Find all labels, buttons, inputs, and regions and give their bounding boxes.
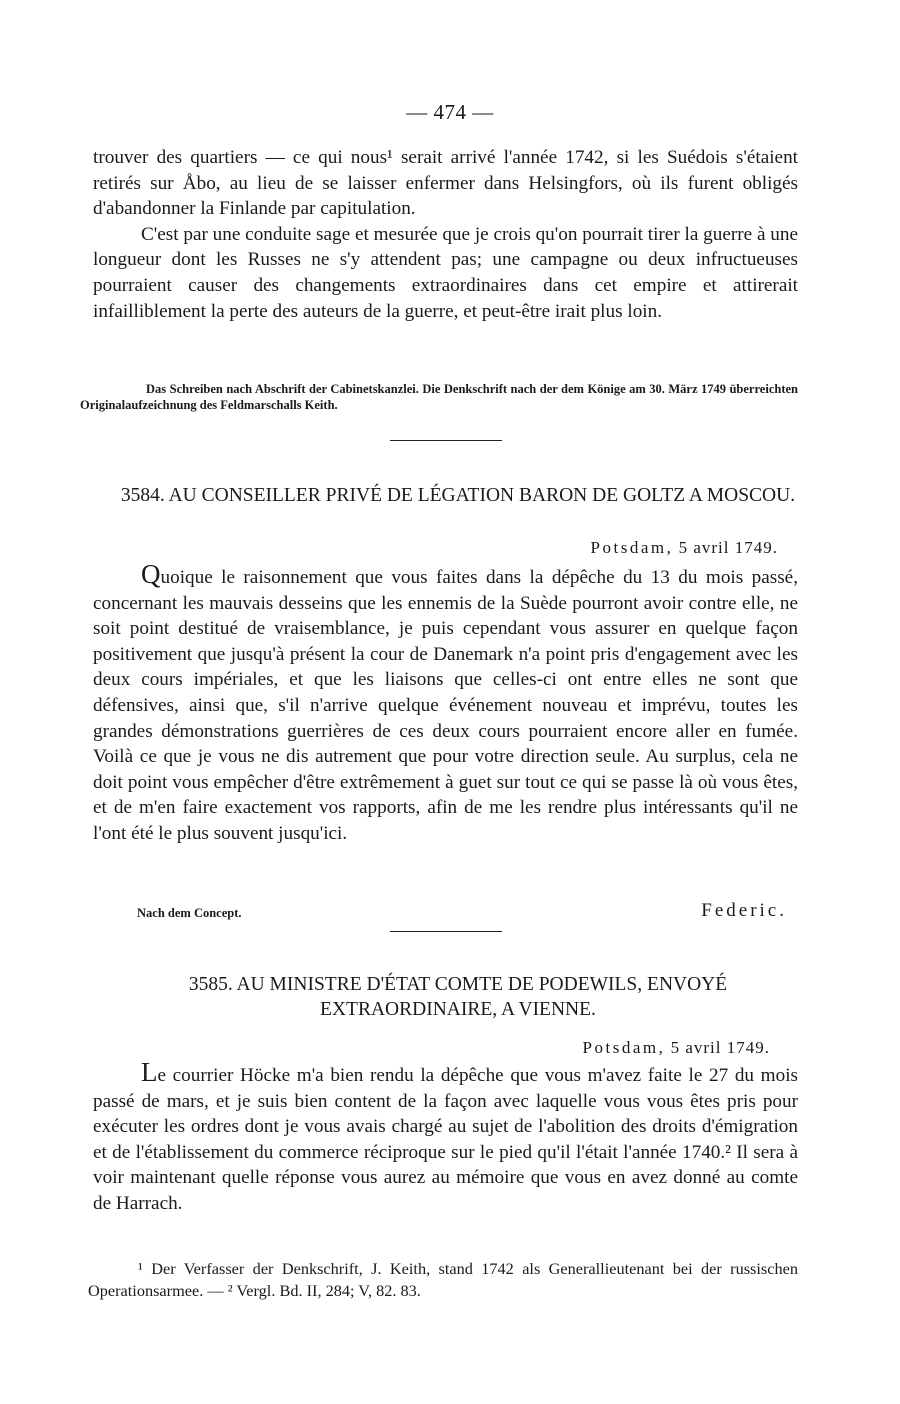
letter-3584-date: 5 avril 1749. — [678, 538, 778, 557]
letter-3585-initial: L — [141, 1057, 158, 1087]
page-header — [0, 100, 900, 125]
intro-paragraph-1: trouver des quartiers — ce qui nous¹ serait arrivé l'année 1742, si les Suédois s'étaient retirés sur Åbo, au lieu de se laisser enfermer dans Helsingfors, où ils furent obligés d'abandonner la Finlande par capitulation. — [93, 147, 798, 220]
intro-source-note: Das Schreiben nach Abschrift der Cabinetskanzlei. Die Denkschrift nach der dem Könige am 30. März 1749 überreichten Originalaufzeichnung des Feldmarschalls Keith. — [80, 382, 798, 412]
letter-3584-source-note: Nach dem Concept. — [137, 906, 242, 920]
letter-3584-heading — [118, 483, 798, 508]
letter-3584-title: AU CONSEILLER PRIVÉ DE LÉGATION BARON DE GOLTZ A MOSCOU. — [168, 485, 796, 506]
intro-text — [93, 145, 798, 324]
letter-3585-body — [93, 1057, 798, 1217]
letter-3584-place: Potsdam, — [590, 538, 674, 557]
section-divider — [390, 931, 502, 932]
letter-3584-signature: Federic. — [701, 900, 787, 921]
letter-3584-text: uoique le raisonnement que vous faites dans la dépêche du 13 du mois passé, concernant les mauvais desseins que les ennemis de la Suède pourront avoir contre elle, ne soit point destitué de vraisemblance, je puis cependant vous assurer en quelque façon positivement que jusqu'à présent la cour de Danemark n'a point pris d'engagement avec les deux cours impériales, et que les liaisons que celles-ci ont entre elles ne sont que défensives, ainsi que, s'il n'arrive quelque événement nouveau et imprévu, toutes les grandes démonstrations guerrières de ces deux cours pourraient encore aller en fumée. Voilà ce que je vous ne dis autrement que pour votre direction seule. Au surplus, cela ne doit point vous empêcher d'être extrêmement à guet sur tout ce qui se passe là où vous êtes, et de m'en faire exactement vos rapports, afin de me les rendre plus intéressants qu'il ne l'ont été le plus souvent jusqu'ici. — [93, 567, 798, 844]
letter-3585-heading — [118, 972, 798, 1022]
header-dash-left: — — [406, 100, 434, 124]
footnote-text: ¹ Der Verfasser der Denkschrift, J. Keith, stand 1742 als Generallieutenant bei der russischen Operationsarmee. — ² Vergl. Bd. II, 284; V, 82. 83. — [88, 1259, 798, 1300]
letter-3585-title: AU MINISTRE D'ÉTAT COMTE DE PODEWILS, ENVOYÉ EXTRAORDINAIRE, A VIENNE. — [236, 974, 728, 1020]
section-divider — [390, 440, 502, 441]
letter-3585-date: 5 avril 1749. — [670, 1038, 770, 1057]
letter-3584-body — [93, 559, 798, 847]
footnotes — [88, 1258, 798, 1302]
page-number: 474 — [433, 100, 467, 124]
letter-3585-dateline — [583, 1038, 770, 1058]
letter-3585-number: 3585. — [188, 974, 233, 995]
letter-3585-text: e courrier Höcke m'a bien rendu la dépêche que vous m'avez faite le 27 du mois passé de mars, et je suis bien content de la façon avec laquelle vous vous êtes pris pour exécuter les ordres dont je vous avais chargé au sujet de l'abolition des droits d'émigration et de l'établissement du commerce réciproque sur le pied qu'il l'était l'année 1740.² Il sera à voir maintenant quelle réponse vous aurez au mémoire que vous en avez donné au comte de Harrach. — [93, 1065, 798, 1214]
header-dash-right: — — [472, 100, 494, 124]
letter-3584-dateline — [591, 538, 778, 558]
intro-paragraph-2: C'est par une conduite sage et mesurée que je crois qu'on pourrait tirer la guerre à une longueur dont les Russes ne s'y attendent pas; une campagne ou deux infructueuses pourraient causer des changements extraordinaires dans cet empire et attirerait infailliblement la perte des auteurs de la guerre, et peut-être irait plus loin. — [93, 223, 798, 322]
letter-3585-place: Potsdam, — [582, 1038, 666, 1057]
letter-3584-initial: Q — [141, 559, 161, 589]
letter-3584-number: 3584. — [120, 485, 165, 506]
